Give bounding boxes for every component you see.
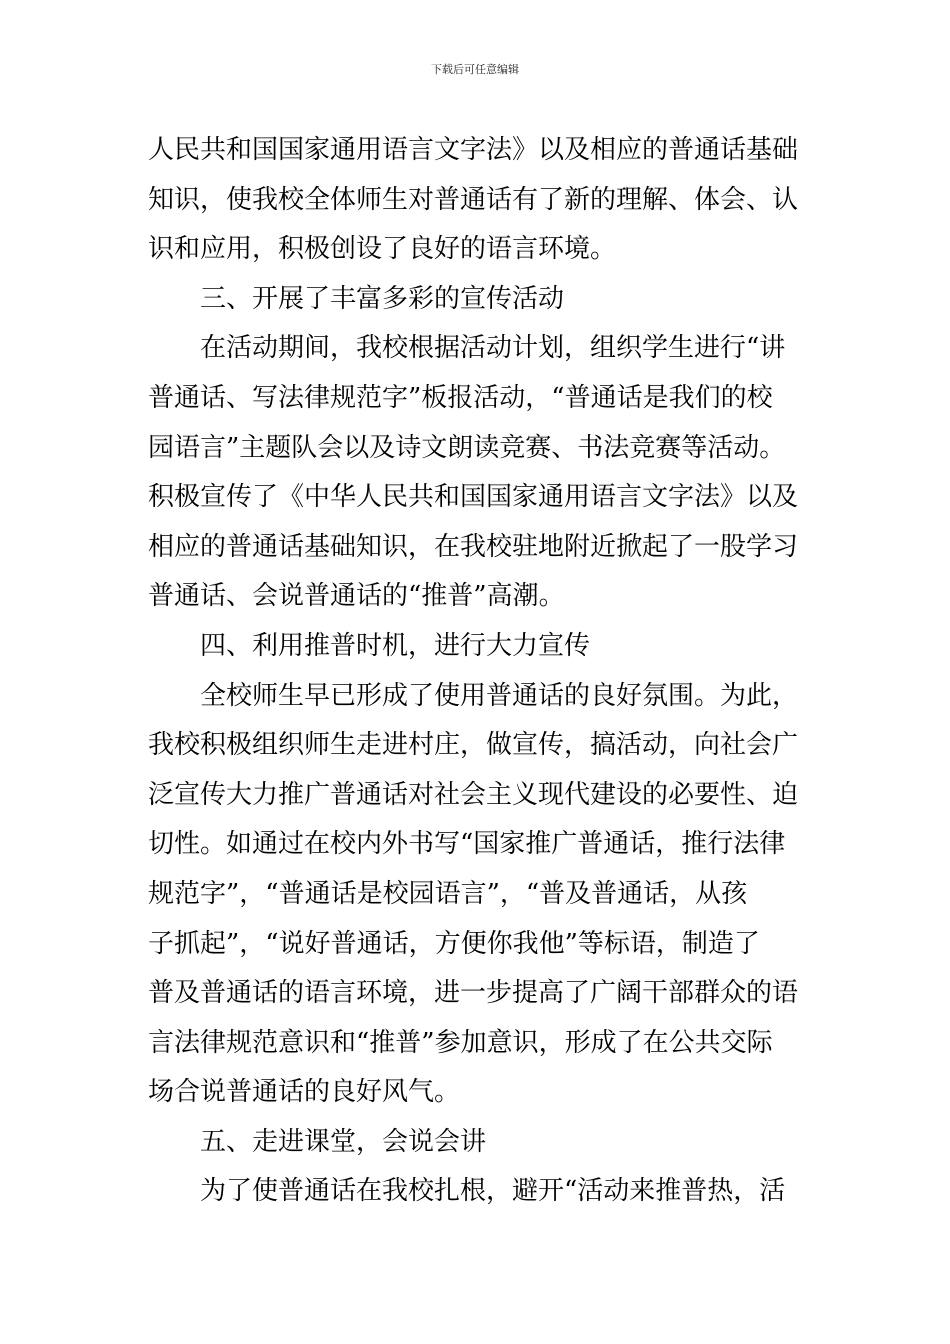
text-line: 规范字”，“普通话是校园语言”，“普及普通话，从孩 (148, 878, 748, 909)
text-line: 积极宣传了《中华人民共和国国家通用语言文字法》以及 (148, 482, 799, 513)
text-line: 四、利用推普时机，进行大力宣传 (200, 630, 591, 661)
text-line: 子抓起”，“说好普通话，方便你我他”等标语，制造了 (148, 928, 760, 959)
text-line: 为了使普通话在我校扎根，避开“活动来推普热，活 (200, 1176, 786, 1207)
text-line: 三、开展了丰富多彩的宣传活动 (200, 283, 565, 314)
text-line: 识和应用，积极创设了良好的语言环境。 (148, 234, 617, 265)
text-line: 普通话、会说普通话的“推普”高潮。 (148, 581, 565, 612)
text-line: 普通话、写法律规范字”板报活动，“普通话是我们的校 (148, 382, 773, 413)
text-line: 知识，使我校全体师生对普通话有了新的理解、体会、认 (148, 184, 799, 215)
page-header: 下载后可任意编辑 (431, 63, 519, 76)
text-line: 在活动期间，我校根据活动计划，组织学生进行“讲 (200, 333, 786, 364)
text-line: 切性。如通过在校内外书写“国家推广普通话，推行法律 (148, 829, 786, 860)
text-line: 普及普通话的语言环境，进一步提高了广阔干部群众的语 (148, 978, 799, 1009)
text-line: 泛宣传大力推广普通话对社会主义现代建设的必要性、迫 (148, 779, 799, 810)
document-body (148, 126, 812, 1217)
text-line: 言法律规范意识和“推普”参加意识，形成了在公共交际 (148, 1027, 773, 1058)
text-line: 园语言”主题队会以及诗文朗读竞赛、书法竞赛等活动。 (148, 432, 786, 463)
text-line: 场合说普通话的良好风气。 (148, 1077, 461, 1108)
text-line: 全校师生早已形成了使用普通话的良好氛围。为此， (200, 680, 799, 711)
text-line: 我校积极组织师生走进村庄，做宣传，搞活动，向社会广 (148, 730, 799, 761)
text-line: 五、走进课堂，会说会讲 (200, 1126, 487, 1157)
text-line: 相应的普通话基础知识，在我校驻地附近掀起了一股学习 (148, 531, 799, 562)
text-line: 人民共和国国家通用语言文字法》以及相应的普通话基础 (148, 135, 799, 165)
